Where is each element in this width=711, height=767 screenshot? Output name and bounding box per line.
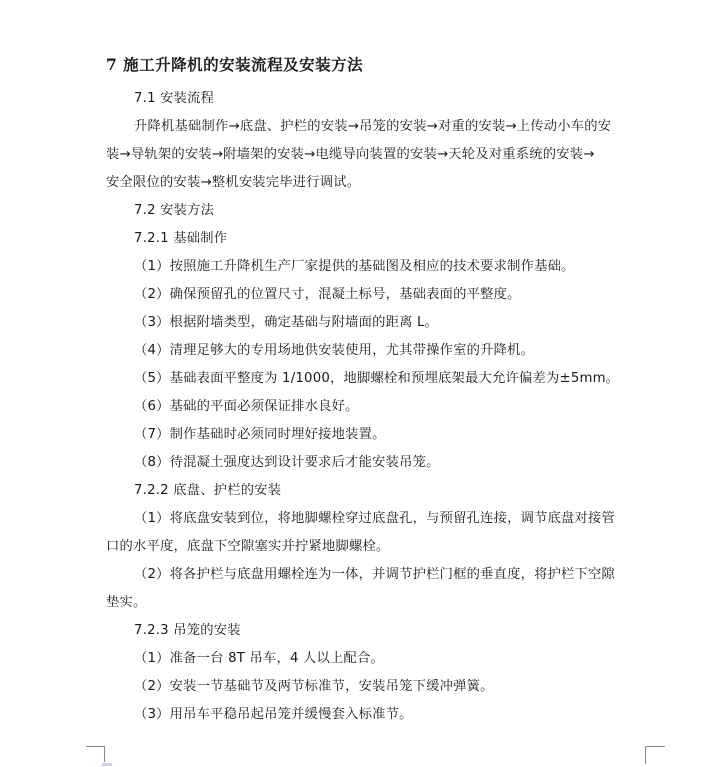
paragraph-line: 升降机基础制作→底盘、护栏的安装→吊笼的安装→对重的安装→上传动小车的安: [134, 119, 612, 134]
list-item: （6）基础的平面必须保证排水良好。: [134, 399, 359, 414]
subsection-title: 7.2.2 底盘、护栏的安装: [134, 483, 282, 498]
subsection-title: 7.2 安装方法: [134, 203, 215, 218]
paragraph-line: 安全限位的安装→整机安装完毕进行调试。: [106, 175, 361, 190]
list-item: （7）制作基础时必须同时埋好接地装置。: [134, 427, 386, 442]
subsection-title: 7.2.1 基础制作: [134, 231, 228, 246]
subsection-title: 7.2.3 吊笼的安装: [134, 623, 241, 638]
list-item: （1）将底盘安装到位，将地脚螺栓穿过底盘孔，与预留孔连接，调节底盘对接管: [134, 511, 616, 526]
margin-corner-left: [86, 746, 105, 762]
list-item: （2）安装一节基础节及两节标准节，安装吊笼下缓冲弹簧。: [134, 679, 494, 694]
list-item: （3）根据附墙类型，确定基础与附墙面的距离 L。: [134, 315, 439, 330]
list-item: （3）用吊车平稳吊起吊笼并缓慢套入标准节。: [134, 707, 413, 722]
text-cursor-marker: [102, 763, 112, 766]
list-item: （1）准备一台 8T 吊车，4 人以上配合。: [134, 651, 385, 666]
margin-corner-right: [645, 746, 646, 764]
section-heading: 7 施工升降机的安装流程及安装方法: [106, 55, 364, 74]
subsection-title: 7.1 安装流程: [134, 91, 215, 106]
list-item: （8）待混凝土强度达到设计要求后才能安装吊笼。: [134, 455, 440, 470]
list-item: （4）清理足够大的专用场地供安装使用，尤其带操作室的升降机。: [134, 343, 535, 358]
list-item: （2）将各护栏与底盘用螺栓连为一体，并调节护栏门框的垂直度，将护栏下空隙: [134, 567, 616, 582]
list-item: （1）按照施工升降机生产厂家提供的基础图及相应的技术要求制作基础。: [134, 259, 575, 274]
paragraph-line: 装→导轨架的安装→附墙架的安装→电缆导向装置的安装→天轮及对重系统的安装→: [106, 147, 595, 162]
margin-corner-right-h: [645, 746, 665, 747]
paragraph-line: 口的水平度，底盘下空隙塞实并拧紧地脚螺栓。: [106, 539, 390, 554]
list-item: （2）确保预留孔的位置尺寸，混凝土标号，基础表面的平整度。: [134, 287, 521, 302]
paragraph-line: 垫实。: [106, 595, 147, 610]
list-item: （5）基础表面平整度为 1/1000，地脚螺栓和预埋底架最大允许偏差为±5mm。: [134, 371, 620, 386]
margin-corner-left-h: [86, 746, 105, 747]
